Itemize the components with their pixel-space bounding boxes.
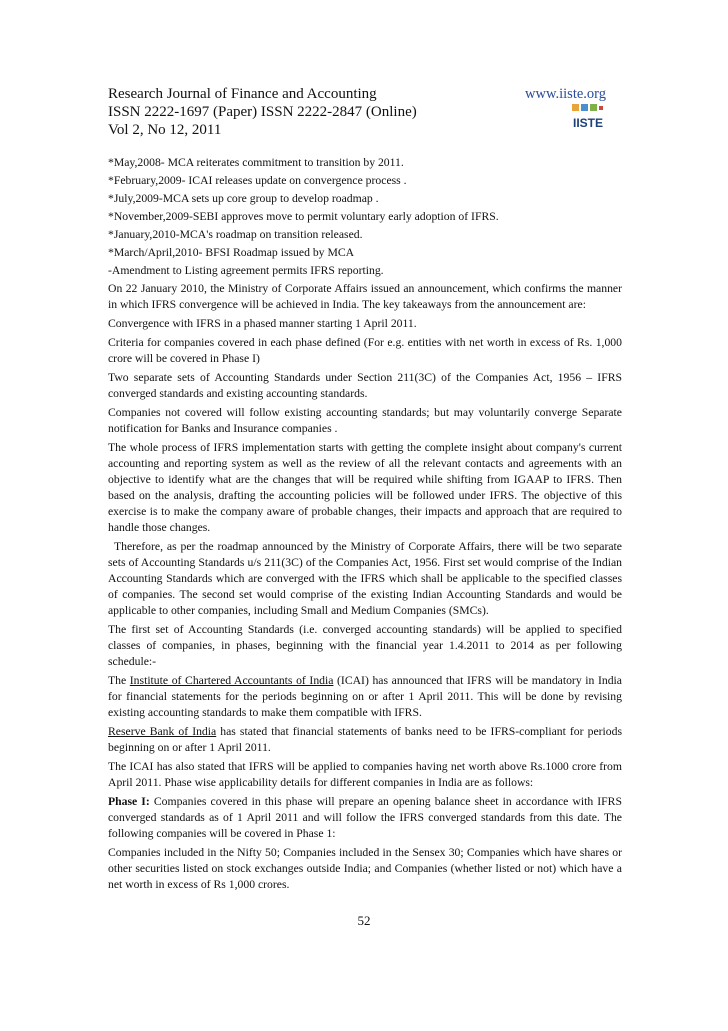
journal-header [108, 85, 628, 139]
paragraph-criteria: Criteria for companies covered in each phase defined (For e.g. entities with net worth in excess of Rs. 1,000 crore will be covered in Phase I) [108, 336, 622, 365]
iiste-logo [570, 103, 606, 131]
page-number: 52 [357, 913, 371, 928]
journal-volume: Vol 2, No 12, 2011 [108, 122, 222, 138]
paragraph-icai [108, 673, 622, 721]
timeline-item: *November,2009-SEBI approves move to permit voluntary early adoption of IFRS. [108, 210, 499, 223]
timeline-item: *March/April,2010- BFSI Roadmap issued by MCA [108, 246, 355, 259]
paragraph-implementation: The whole process of IFRS implementation starts with getting the complete insight about company's current accounting and reporting system as well as the review of all the relevant contacts and agreements with an objective to identify what are the changes that will be required while shifting from IGAAP to IFRS. Then based on the analysis, drafting the accounting policies will be followed under IFRS. The objective of this exercise is to make the company aware of probable changes, their impacts and approach that are required to handle those changes. [108, 441, 622, 534]
iiste-logo-text: IISTE [572, 116, 604, 130]
timeline-item: *July,2009-MCA sets up core group to develop roadmap . [108, 192, 379, 205]
paragraph-rbi-post: has stated that financial statements of banks need to be IFRS-compliant for periods beginning on or after 1 April 2011. [108, 725, 623, 754]
phase-1-label: Phase I: [108, 795, 150, 808]
paragraph-phase-1 [108, 794, 622, 842]
article-body [108, 155, 622, 896]
journal-issn: ISSN 2222-1697 (Paper) ISSN 2222-2847 (Online) [108, 104, 417, 120]
paragraph-convergence: Convergence with IFRS in a phased manner starting 1 April 2011. [108, 317, 417, 330]
paragraph-first-set: The first set of Accounting Standards (i.e. converged accounting standards) will be applied to specified classes of companies, in phases, beginning with the financial year 1.4.2011 to 2014 as per following schedule:- [108, 623, 622, 668]
paragraph-phase-1-text: Companies covered in this phase will prepare an opening balance sheet in accordance with IFRS converged standards as of 1 April 2011 and will follow the IFRS converged standards from this date. The following companies will be covered in Phase 1: [108, 795, 622, 840]
paragraph-announcement: On 22 January 2010, the Ministry of Corporate Affairs issued an announcement, which confirms the manner in which IFRS convergence will be achieved in India. The key takeaways from the announcement are: [108, 282, 622, 311]
paragraph-roadmap: Therefore, as per the roadmap announced by the Ministry of Corporate Affairs, there will be two separate sets of Accounting Standards u/s 211(3C) of the Companies Act, 1956. First set would comprise of the Indian Accounting Standards which are converged with the IFRS which shall be applicable to the specified classes of companies. The second set would comprise of the existing Indian Accounting Standards and would be applicable to other companies, including Small and Medium Companies (SMCs). [108, 540, 622, 617]
paragraph-icai-post: (ICAI) has announced that IFRS will be mandatory in India for financial statements for the periods beginning on or after 1 April 2011. This will be done by revising existing accounting standards to make them compatible with IFRS. [108, 674, 622, 719]
icai-link[interactable]: Institute of Chartered Accountants of India [129, 674, 334, 687]
journal-url-link[interactable]: www.iiste.org [525, 86, 606, 102]
paragraph-two-sets: Two separate sets of Accounting Standards under Section 211(3C) of the Companies Act, 1956 – IFRS converged standards and existing accounting standards. [108, 371, 622, 400]
timeline-item: *January,2010-MCA's roadmap on transition released. [108, 228, 363, 241]
timeline-item: *February,2009- ICAI releases update on convergence process . [108, 174, 407, 187]
rbi-link[interactable]: Reserve Bank of India [108, 725, 217, 738]
timeline-item: -Amendment to Listing agreement permits IFRS reporting. [108, 264, 384, 277]
paragraph-net-worth: The ICAI has also stated that IFRS will be applied to companies having net worth above Rs.1000 crore from April 2011. Phase wise applicability details for different companies in India are as follows: [108, 760, 622, 789]
paragraph-not-covered: Companies not covered will follow existing accounting standards; but may voluntarily converge Separate notification for Banks and Insurance companies . [108, 406, 622, 435]
journal-title: Research Journal of Finance and Accounting [108, 86, 377, 102]
timeline-item: *May,2008- MCA reiterates commitment to transition by 2011. [108, 156, 404, 169]
paragraph-icai-pre: The [108, 674, 130, 687]
paragraph-phase-1-companies: Companies included in the Nifty 50; Companies included in the Sensex 30; Companies which have shares or other securities listed on stock exchanges outside India; and Companies (whether listed or not) which have a net worth in excess of Rs 1,000 crores. [108, 846, 622, 891]
paragraph-rbi [108, 724, 622, 756]
